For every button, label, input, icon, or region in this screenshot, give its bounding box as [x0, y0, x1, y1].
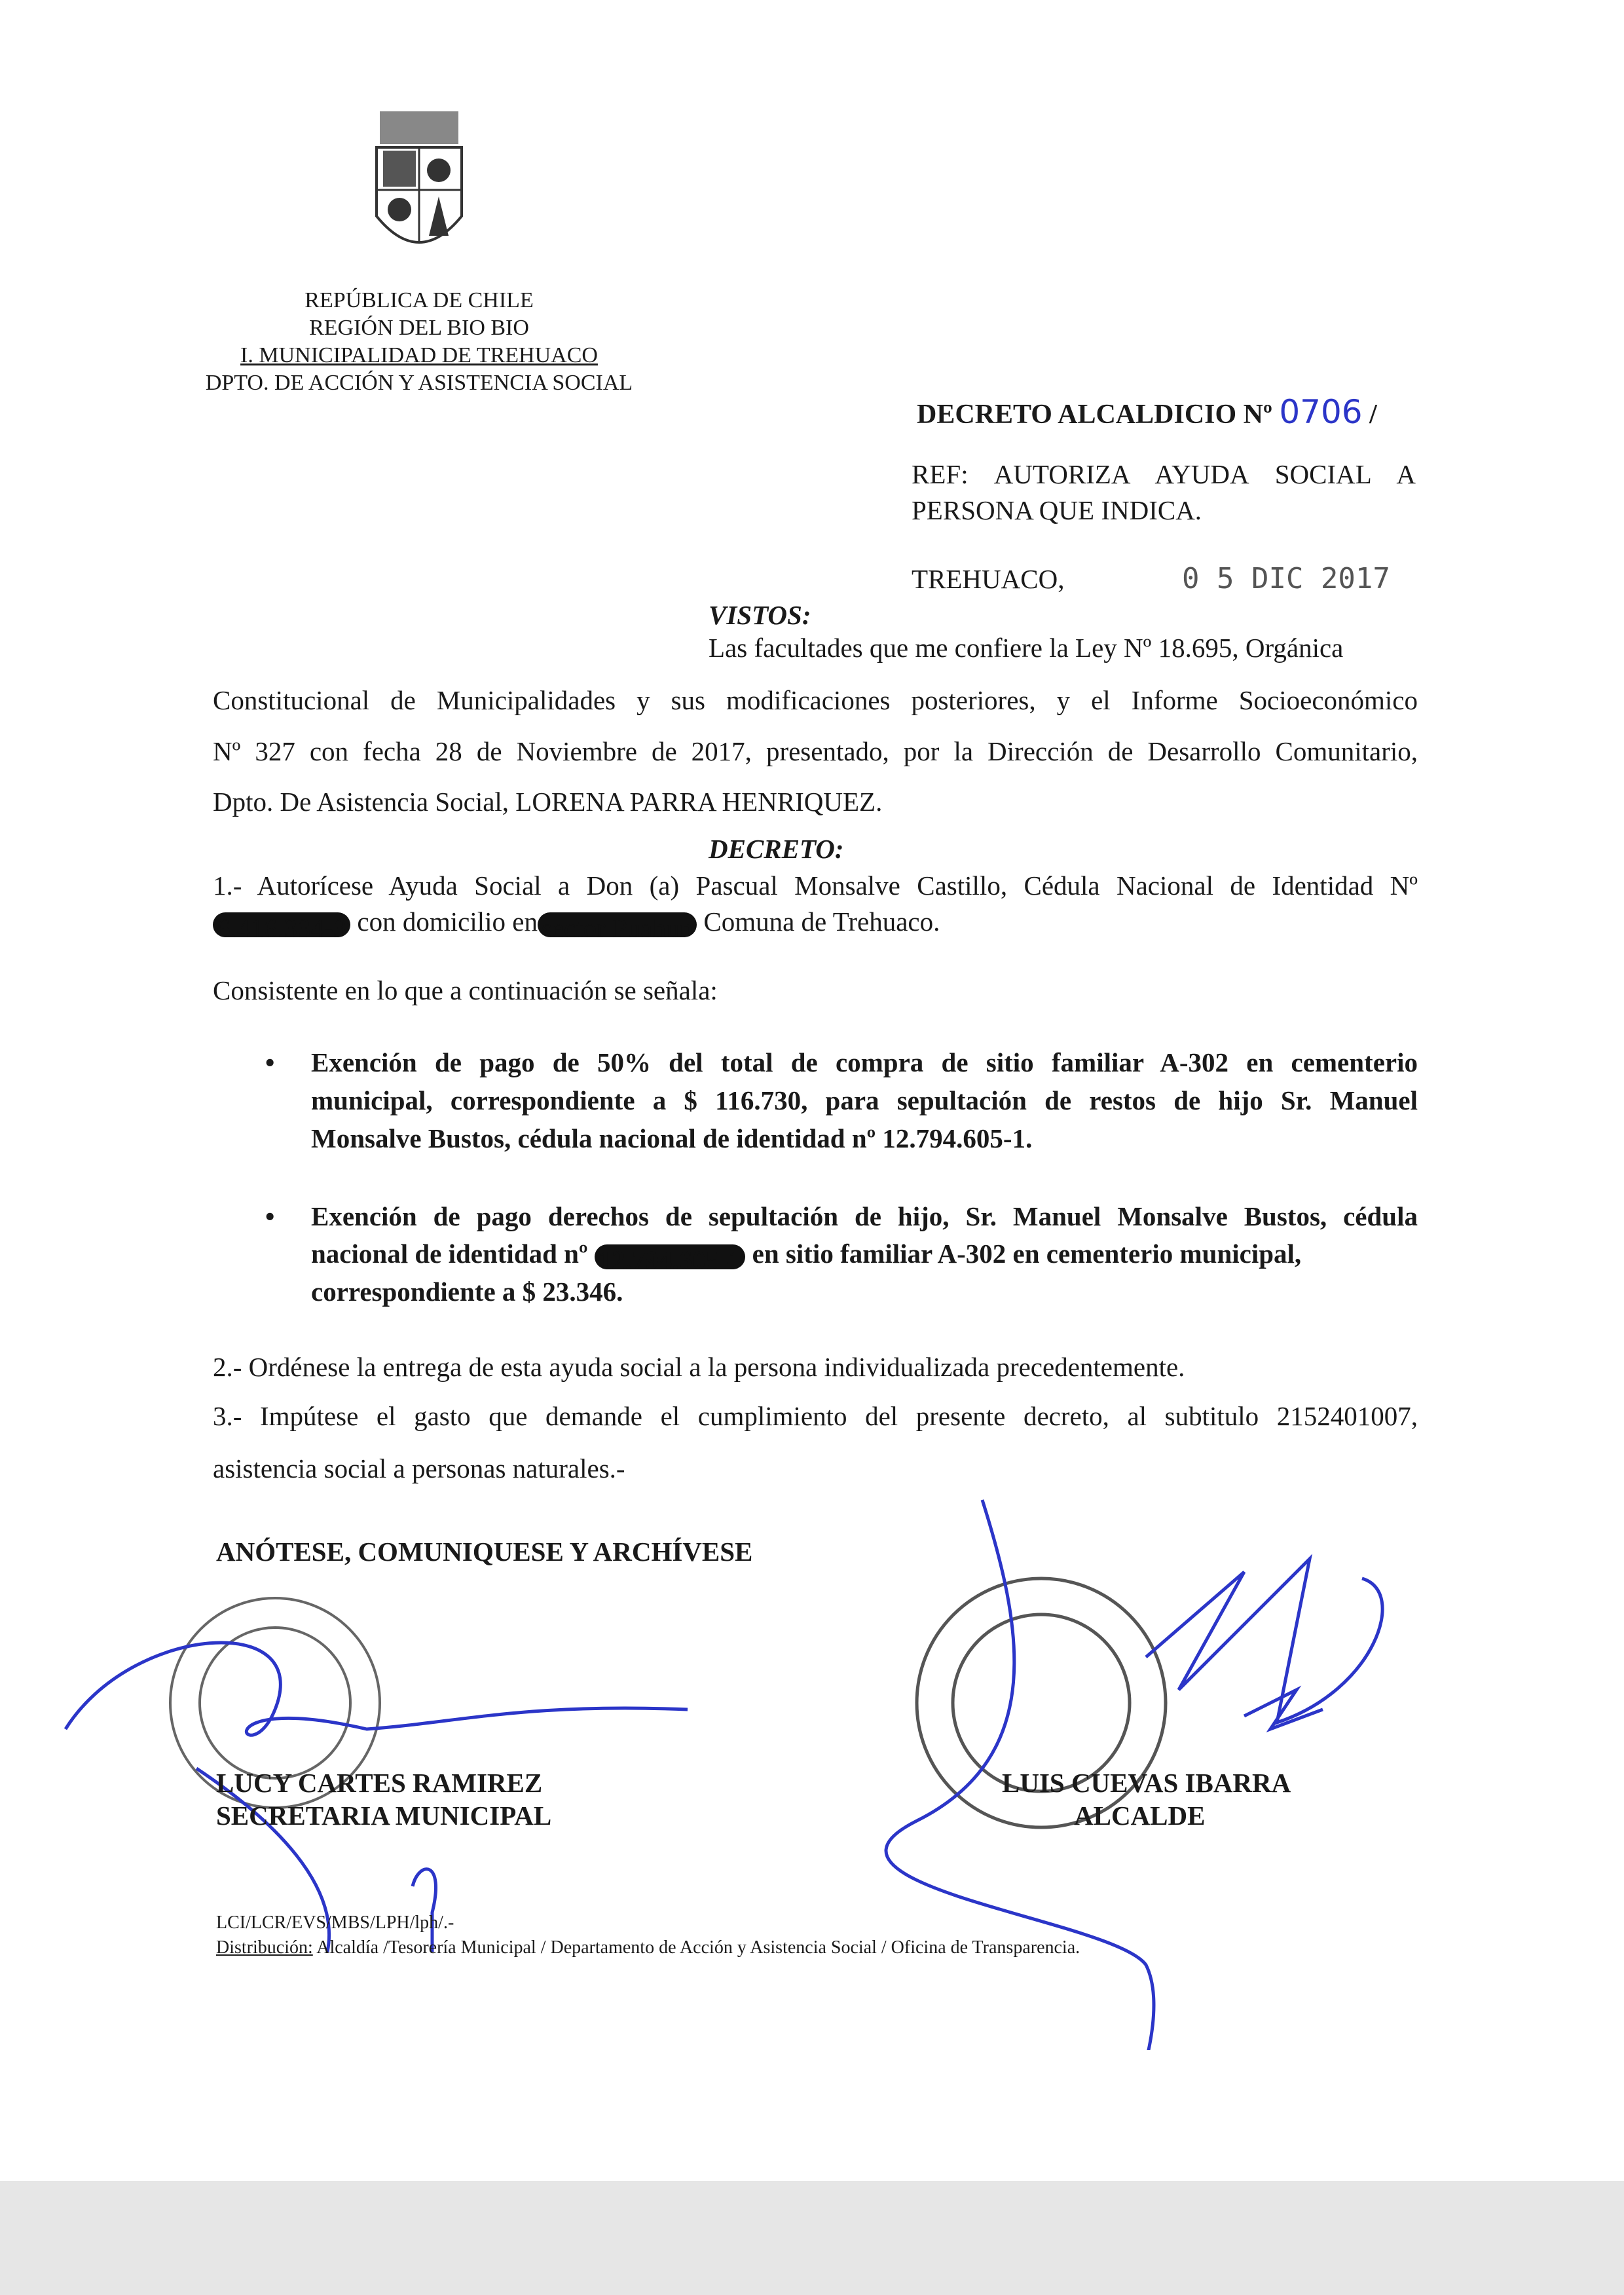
header-country: REPÚBLICA DE CHILE	[304, 288, 534, 312]
decree-title-label: DECRETO ALCALDICIO Nº	[917, 400, 1272, 430]
place: TREHUACO,	[912, 564, 1065, 594]
bullet2-line	[311, 1238, 1301, 1269]
vistos-line: Dpto. De Asistencia Social, LORENA PARRA HENRIQUEZ.	[213, 787, 883, 817]
decree-slash: /	[1369, 400, 1377, 430]
left-signer-title: SECRETARIA MUNICIPAL	[216, 1801, 552, 1831]
bullet2-text: nacional de identidad nº	[311, 1239, 588, 1269]
item1-mid: con domicilio en	[357, 906, 538, 937]
date-stamp: 0 5 DIC 2017	[1182, 562, 1390, 595]
vistos-line: Constitucional de Municipalidades y sus modificaciones posteriores, y el Informe Socioeconómico	[213, 685, 1418, 715]
vistos-heading: VISTOS:	[709, 600, 811, 630]
item1-line1: 1.- Autorícese Ayuda Social a Don (a) Pascual Monsalve Castillo, Cédula Nacional de Identidad Nº	[213, 870, 1418, 901]
distribution	[216, 1937, 1080, 1958]
ref-line-2: PERSONA QUE INDICA.	[912, 495, 1202, 525]
bullet2-line: correspondiente a $ 23.346.	[311, 1277, 623, 1307]
item1-line2	[213, 906, 940, 937]
vistos-line: Nº 327 con fecha 28 de Noviembre de 2017, presentado, por la Dirección de Desarrollo Comunitario,	[213, 736, 1418, 766]
ref-line-1: REF: AUTORIZA AYUDA SOCIAL A	[912, 459, 1416, 489]
redacted-id: 12.794.605-1	[595, 1244, 746, 1269]
header-department: DPTO. DE ACCIÓN Y ASISTENCIA SOCIAL	[205, 371, 633, 395]
right-signer-name: LUIS CUEVAS IBARRA	[1002, 1768, 1291, 1798]
redacted-id: 6.416.334-3	[213, 912, 350, 937]
header-municipality: I. MUNICIPALIDAD DE TREHUACO	[240, 343, 598, 367]
bullet1-line: municipal, correspondiente a $ 116.730, para sepultación de restos de hijo Sr. Manuel	[311, 1085, 1418, 1115]
distribution-label: Distribución:	[216, 1937, 313, 1958]
bullet2-line: Exención de pago derechos de sepultación de hijo, Sr. Manuel Monsalve Bustos, cédula	[311, 1201, 1418, 1231]
closing: ANÓTESE, COMUNIQUESE Y ARCHÍVESE	[216, 1537, 753, 1567]
right-signer-title: ALCALDE	[1074, 1801, 1206, 1831]
item1-end: Comuna de Trehuaco.	[703, 906, 940, 937]
initials: LCI/LCR/EVS/MBS/LPH/lph/.-	[216, 1912, 454, 1933]
scan-margin	[0, 2181, 1624, 2295]
coat-of-arms-icon	[367, 105, 471, 269]
bullet1-line: Monsalve Bustos, cédula nacional de identidad nº 12.794.605-1.	[311, 1123, 1033, 1153]
bullet1-line: Exención de pago de 50% del total de compra de sitio familiar A-302 en cementerio	[311, 1047, 1418, 1077]
header-region: REGIÓN DEL BIO BIO	[309, 316, 529, 340]
consistente: Consistente en lo que a continuación se señala:	[213, 975, 718, 1005]
decreto-heading: DECRETO:	[709, 834, 844, 864]
bullet-icon: •	[265, 1047, 275, 1077]
bullet-icon: •	[265, 1201, 275, 1231]
left-signer-name: LUCY CARTES RAMIREZ	[216, 1768, 543, 1798]
distribution-text: Alcaldía /Tesorería Municipal / Departamento de Acción y Asistencia Social / Oficina de Transparencia.	[316, 1937, 1080, 1958]
item3-line2: asistencia social a personas naturales.-	[213, 1453, 625, 1483]
item3-line1: 3.- Impútese el gasto que demande el cumplimiento del presente decreto, al subtitulo 2152401007,	[213, 1401, 1418, 1431]
decree-number: 0706	[1279, 393, 1363, 431]
decree-title	[917, 393, 1377, 431]
item2: 2.- Ordénese la entrega de esta ayuda social a la persona individualizada precedentemente.	[213, 1352, 1185, 1382]
vistos-line: Las facultades que me confiere la Ley Nº 18.695, Orgánica	[709, 633, 1344, 663]
bullet2-text: en sitio familiar A-302 en cementerio municipal,	[752, 1239, 1302, 1269]
redacted-address: sector Puahun	[538, 912, 697, 937]
